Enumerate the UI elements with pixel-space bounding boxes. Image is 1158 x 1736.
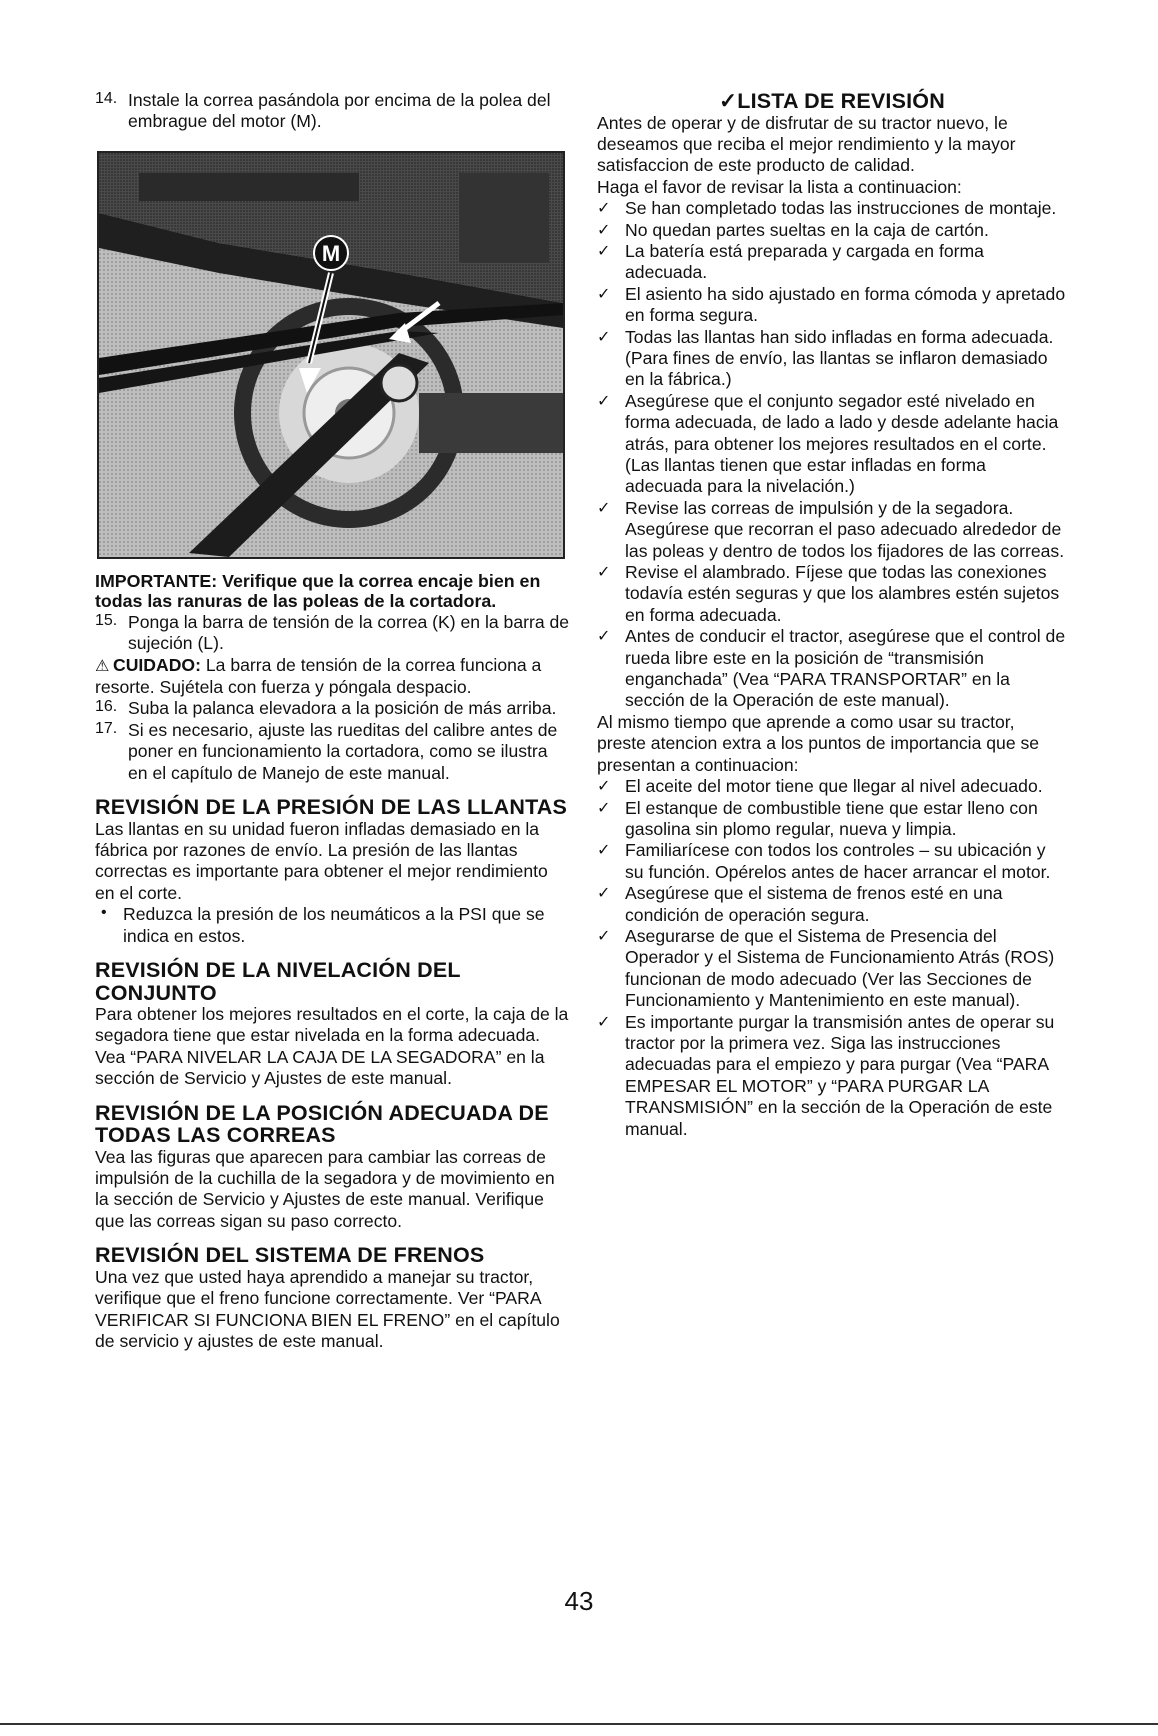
checklist-item	[597, 626, 1067, 712]
caution-label: CUIDADO:	[113, 654, 201, 675]
step-number: 14.	[95, 90, 118, 107]
checklist-item-text: El aceite del motor tiene que llegar al nivel adecuado.	[625, 776, 1043, 797]
checklist-item	[597, 1012, 1067, 1140]
checklist-item-text: El asiento ha sido ajustado en forma cómoda y apretado en forma segura.	[625, 283, 1066, 326]
checkmark-icon: ✓	[597, 1013, 611, 1031]
step-14	[95, 90, 570, 133]
step-17	[95, 720, 570, 784]
step-15	[95, 612, 570, 655]
belt-pulley-figure	[97, 151, 565, 559]
section-heading-frenos: REVISIÓN DEL SISTEMA DE FRENOS	[95, 1243, 485, 1268]
checkmark-icon: ✓	[597, 328, 611, 346]
checkmark-icon: ✓	[597, 778, 611, 796]
checklist-item	[597, 883, 1067, 926]
checkmark-icon: ✓	[597, 564, 611, 582]
checkmark-icon: ✓	[597, 628, 611, 646]
checklist-item-text: Es importante purgar la transmisión antes de operar su tractor por la primera vez. Siga las instrucciones adecuadas para el empiezo y para purgar (Vea “PARA EMPESAR EL MOTOR” y “PARA PURGAR LA TRANSMISIÓN” en la sección de la Operación de este manual.	[625, 1011, 1055, 1139]
checklist-item	[597, 241, 1067, 284]
checkmark-icon: ✓	[597, 842, 611, 860]
step-number: 17.	[95, 719, 118, 737]
checkmark-icon: ✓	[597, 392, 611, 410]
checklist-item-text: El estanque de combustible tiene que estar lleno con gasolina sin plomo regular, nueva y limpia.	[625, 797, 1038, 839]
section-body-nivelacion: Para obtener los mejores resultados en el corte, la caja de la segadora tiene que estar nivelada en la forma adecuada. Vea “PARA NIVELAR LA CAJA DE LA SEGADORA” en la sección de Servicio y Ajustes de este manual.	[95, 1004, 569, 1089]
checklist-item	[597, 498, 1067, 562]
callout-m: M	[321, 240, 341, 266]
section-body-frenos: Una vez que usted haya aprendido a manejar su tractor, verifique que el freno funcione correctamente. Ver “PARA VERIFICAR SI FUNCIONA BIEN EL FRENO” en el capítulo de servicio y ajustes de este manual.	[95, 1266, 560, 1351]
checklist-item-text: No quedan partes sueltas en la caja de cartón.	[625, 219, 989, 240]
checklist-lead: Haga el favor de revisar la lista a continuacion:	[597, 176, 962, 197]
bullet-text: Reduzca la presión de los neumáticos a la PSI que se indica en estos.	[123, 904, 545, 946]
checkmark-icon: ✓	[597, 200, 611, 218]
checklist-item	[597, 562, 1067, 626]
checklist-intro: Antes de operar y de disfrutar de su tractor nuevo, le deseamos que reciba el mejor rendimiento y la mayor satisfaccion de este producto de calidad.	[597, 112, 1016, 176]
bullet-icon: •	[101, 904, 107, 922]
checkmark-icon: ✓	[597, 799, 611, 817]
checklist-middle: Al mismo tiempo que aprende a como usar su tractor, preste atencion extra a los puntos de importancia que se presentan a continuacion:	[597, 711, 1040, 775]
step-16	[95, 698, 570, 719]
checkmark-icon: ✓	[597, 927, 611, 945]
checklist-item	[597, 926, 1067, 1012]
checkmark-icon: ✓	[597, 285, 611, 303]
checkmark-icon: ✓	[597, 221, 611, 239]
step-number: 16.	[95, 698, 118, 716]
checklist-item-text: La batería está preparada y cargada en forma adecuada.	[625, 240, 984, 283]
section-heading-nivelacion: REVISIÓN DE LA NIVELACIÓN DEL CONJUNTO	[95, 958, 461, 1005]
checklist-item	[597, 798, 1067, 841]
checkmark-icon: ✓	[597, 499, 611, 517]
caution-note	[95, 655, 570, 699]
checklist-item-text: Asegurarse de que el Sistema de Presencia del Operador y el Sistema de Funcionamiento Atrás (ROS) funcionan de modo adecuado (Ver las Secciones de Funcionamiento y Mantenimiento en este manual).	[625, 925, 1055, 1011]
checklist-item-text: Familiarícese con todos los controles – su ubicación y su función. Opérelos antes de hacer arrancar el motor.	[625, 840, 1051, 882]
checklist-group-2	[597, 776, 1067, 1140]
right-column	[597, 90, 1067, 1140]
checklist-item-text: Asegúrese que el sistema de frenos esté en una condición de operación segura.	[625, 883, 1003, 925]
page-number: 43	[564, 1586, 594, 1616]
step-text: Instale la correa pasándola por encima de la polea del embrague del motor (M).	[128, 90, 551, 132]
checkmark-icon: ✓	[597, 242, 611, 260]
checklist-item	[597, 198, 1067, 219]
checklist-item-text: Revise las correas de impulsión y de la segadora. Asegúrese que recorran el paso adecuado alrededor de las poleas y dentro de todos los fijadores de las correas.	[625, 497, 1065, 561]
checklist-item-text: Todas las llantas han sido infladas en forma adecuada. (Para fines de envío, las llantas se inflaron demasiado en la fábrica.)	[625, 326, 1054, 390]
checklist-item	[597, 840, 1067, 883]
checklist-item	[597, 391, 1067, 498]
checklist-item-text: Antes de conducir el tractor, asegúrese que el control de rueda libre este en la posición de “transmisión enganchada” (Vea “PARA TRANSPORTAR” en la sección de la Operación de este manual).	[625, 626, 1066, 711]
caution-text: La barra de tensión de la correa funciona a resorte. Sujétela con fuerza y póngala despacio.	[95, 654, 542, 698]
checklist-title: ✓LISTA DE REVISIÓN	[719, 89, 945, 113]
step-number: 15.	[95, 611, 118, 629]
checklist-item	[597, 776, 1067, 797]
checklist-group-1	[597, 198, 1067, 712]
checklist-item-text: Asegúrese que el conjunto segador esté nivelado en forma adecuada, de lado a lado y desde adelante hacia atrás, para obtener los mejores resultados en el corte. (Las llantas tienen que estar infladas en forma adecuada para la nivelación.)	[625, 390, 1059, 497]
checklist-item	[597, 327, 1067, 391]
checklist-item-text: Se han completado todas las instrucciones de montaje.	[625, 198, 1057, 219]
checkmark-icon: ✓	[597, 885, 611, 903]
checklist-item	[597, 284, 1067, 327]
important-note: IMPORTANTE: Verifique que la correa encaje bien en todas las ranuras de las poleas de la cortadora.	[95, 570, 541, 612]
section-heading-correas: REVISIÓN DE LA POSICIÓN ADECUADA DE TODAS LAS CORREAS	[95, 1100, 549, 1148]
bottom-rule	[0, 1723, 1158, 1725]
step-text: Suba la palanca elevadora a la posición de más arriba.	[128, 698, 557, 719]
warning-icon: ⚠	[95, 657, 110, 675]
section-body-correas: Vea las figuras que aparecen para cambiar las correas de impulsión de la cuchilla de la segadora y de movimiento en la sección de Servicio y Ajustes de este manual. Verifique que las correas sigan su paso correcto.	[95, 1146, 555, 1231]
section-heading-presion: REVISIÓN DE LA PRESIÓN DE LAS LLANTAS	[95, 795, 568, 820]
left-column	[95, 90, 570, 1352]
tractor-underside-illustration	[99, 153, 563, 557]
checklist-item-text: Revise el alambrado. Fíjese que todas las conexiones todavía estén seguras y que los alambres estén sujetos en forma adecuada.	[625, 562, 1060, 625]
section-body-presion: Las llantas en su unidad fueron infladas demasiado en la fábrica por razones de envío. La presión de las llantas correctas es importante para obtener el mejor rendimiento en el corte.	[95, 818, 548, 903]
bullet-item	[95, 904, 570, 947]
step-text: Si es necesario, ajuste las rueditas del calibre antes de poner en funcionamiento la cortadora, como se ilustra en el capítulo de Manejo de este manual.	[128, 719, 558, 783]
step-text: Ponga la barra de tensión de la correa (K) en la barra de sujeción (L).	[128, 611, 570, 654]
checklist-item	[597, 220, 1067, 241]
